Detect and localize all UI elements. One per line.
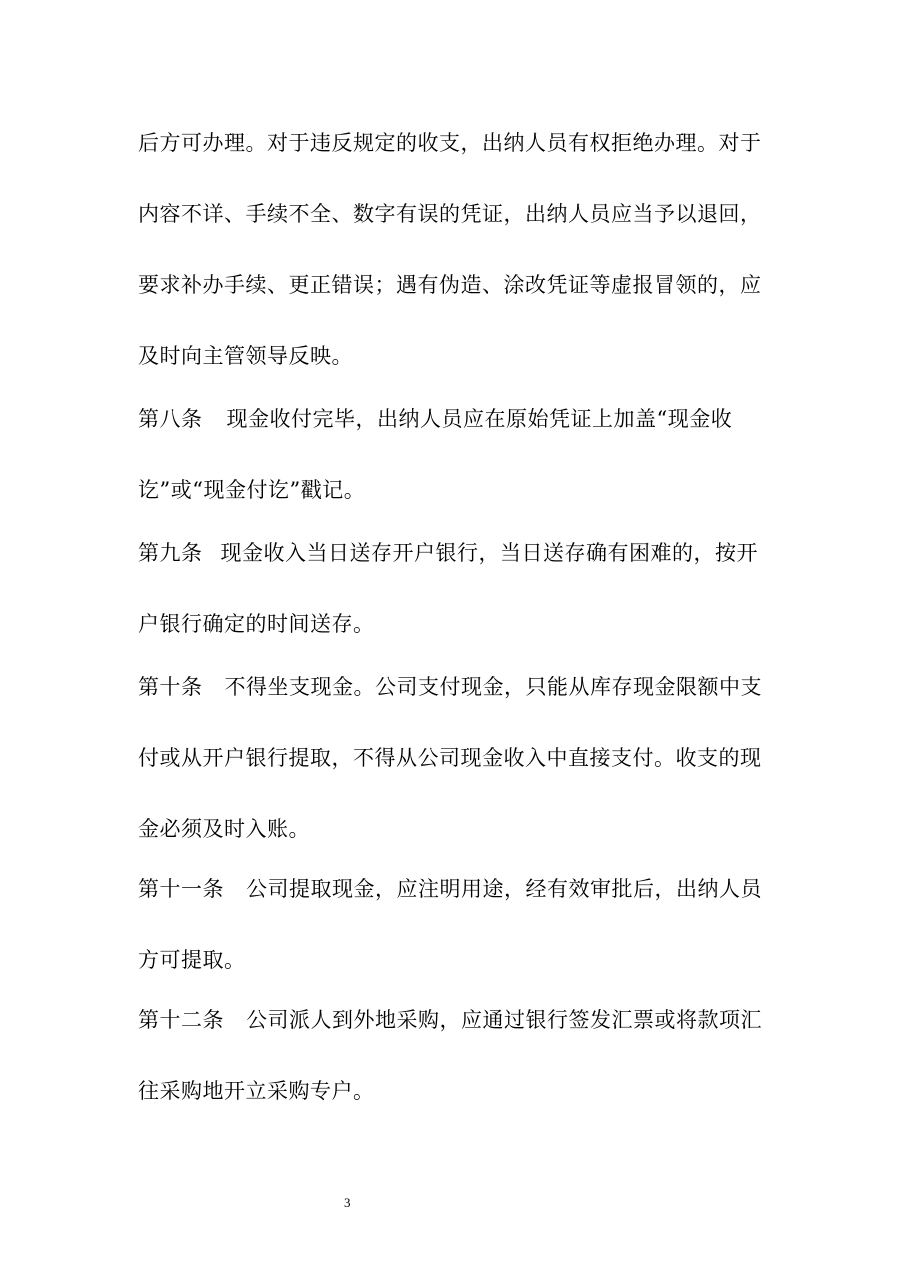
text-line: 户银行确定的时间送存。 xyxy=(138,612,375,636)
article-9 xyxy=(138,540,778,566)
article-text: 不得坐支现金。公司支付现金，只能从库存现金限额中支 xyxy=(224,675,762,699)
article-text: 现金收入当日送存开户银行，当日送存确有困难的，按开 xyxy=(220,541,758,565)
text-line: 要求补办手续、更正错误；遇有伪造、涂改凭证等虚报冒领的，应 xyxy=(138,273,762,297)
text-line: 往采购地开立采购专户。 xyxy=(138,1079,375,1103)
article-number: 第十条 xyxy=(138,675,203,699)
text-line: 及时向主管领导反映。 xyxy=(138,344,353,368)
article-text: 公司提取现金，应注明用途，经有效审批后，出纳人员 xyxy=(246,877,762,901)
article-number: 第十一条 xyxy=(138,877,224,901)
article-text: 现金收付完毕，出纳人员应在原始凭证上加盖“现金收 xyxy=(226,407,733,431)
article-number: 第八条 xyxy=(138,407,203,431)
text-line: 金必须及时入账。 xyxy=(138,817,310,841)
article-11 xyxy=(138,876,778,902)
article-12 xyxy=(138,1007,778,1033)
article-text: 公司派人到外地采购，应通过银行签发汇票或将款项汇 xyxy=(246,1008,762,1032)
article-8 xyxy=(138,406,778,432)
article-10 xyxy=(138,674,778,700)
text-line: 内容不详、手续不全、数字有误的凭证，出纳人员应当予以退回， xyxy=(138,202,762,226)
text-line: 方可提取。 xyxy=(138,948,246,972)
article-number: 第十二条 xyxy=(138,1008,224,1032)
text-line: 后方可办理。对于违反规定的收支，出纳人员有权拒绝办理。对于 xyxy=(138,131,762,155)
page-number: 3 xyxy=(344,1195,351,1210)
text-line: 付或从开户银行提取，不得从公司现金收入中直接支付。收支的现 xyxy=(138,746,762,770)
article-number: 第九条 xyxy=(138,541,203,565)
text-line: 讫”或“现金付讫”戳记。 xyxy=(138,478,366,502)
